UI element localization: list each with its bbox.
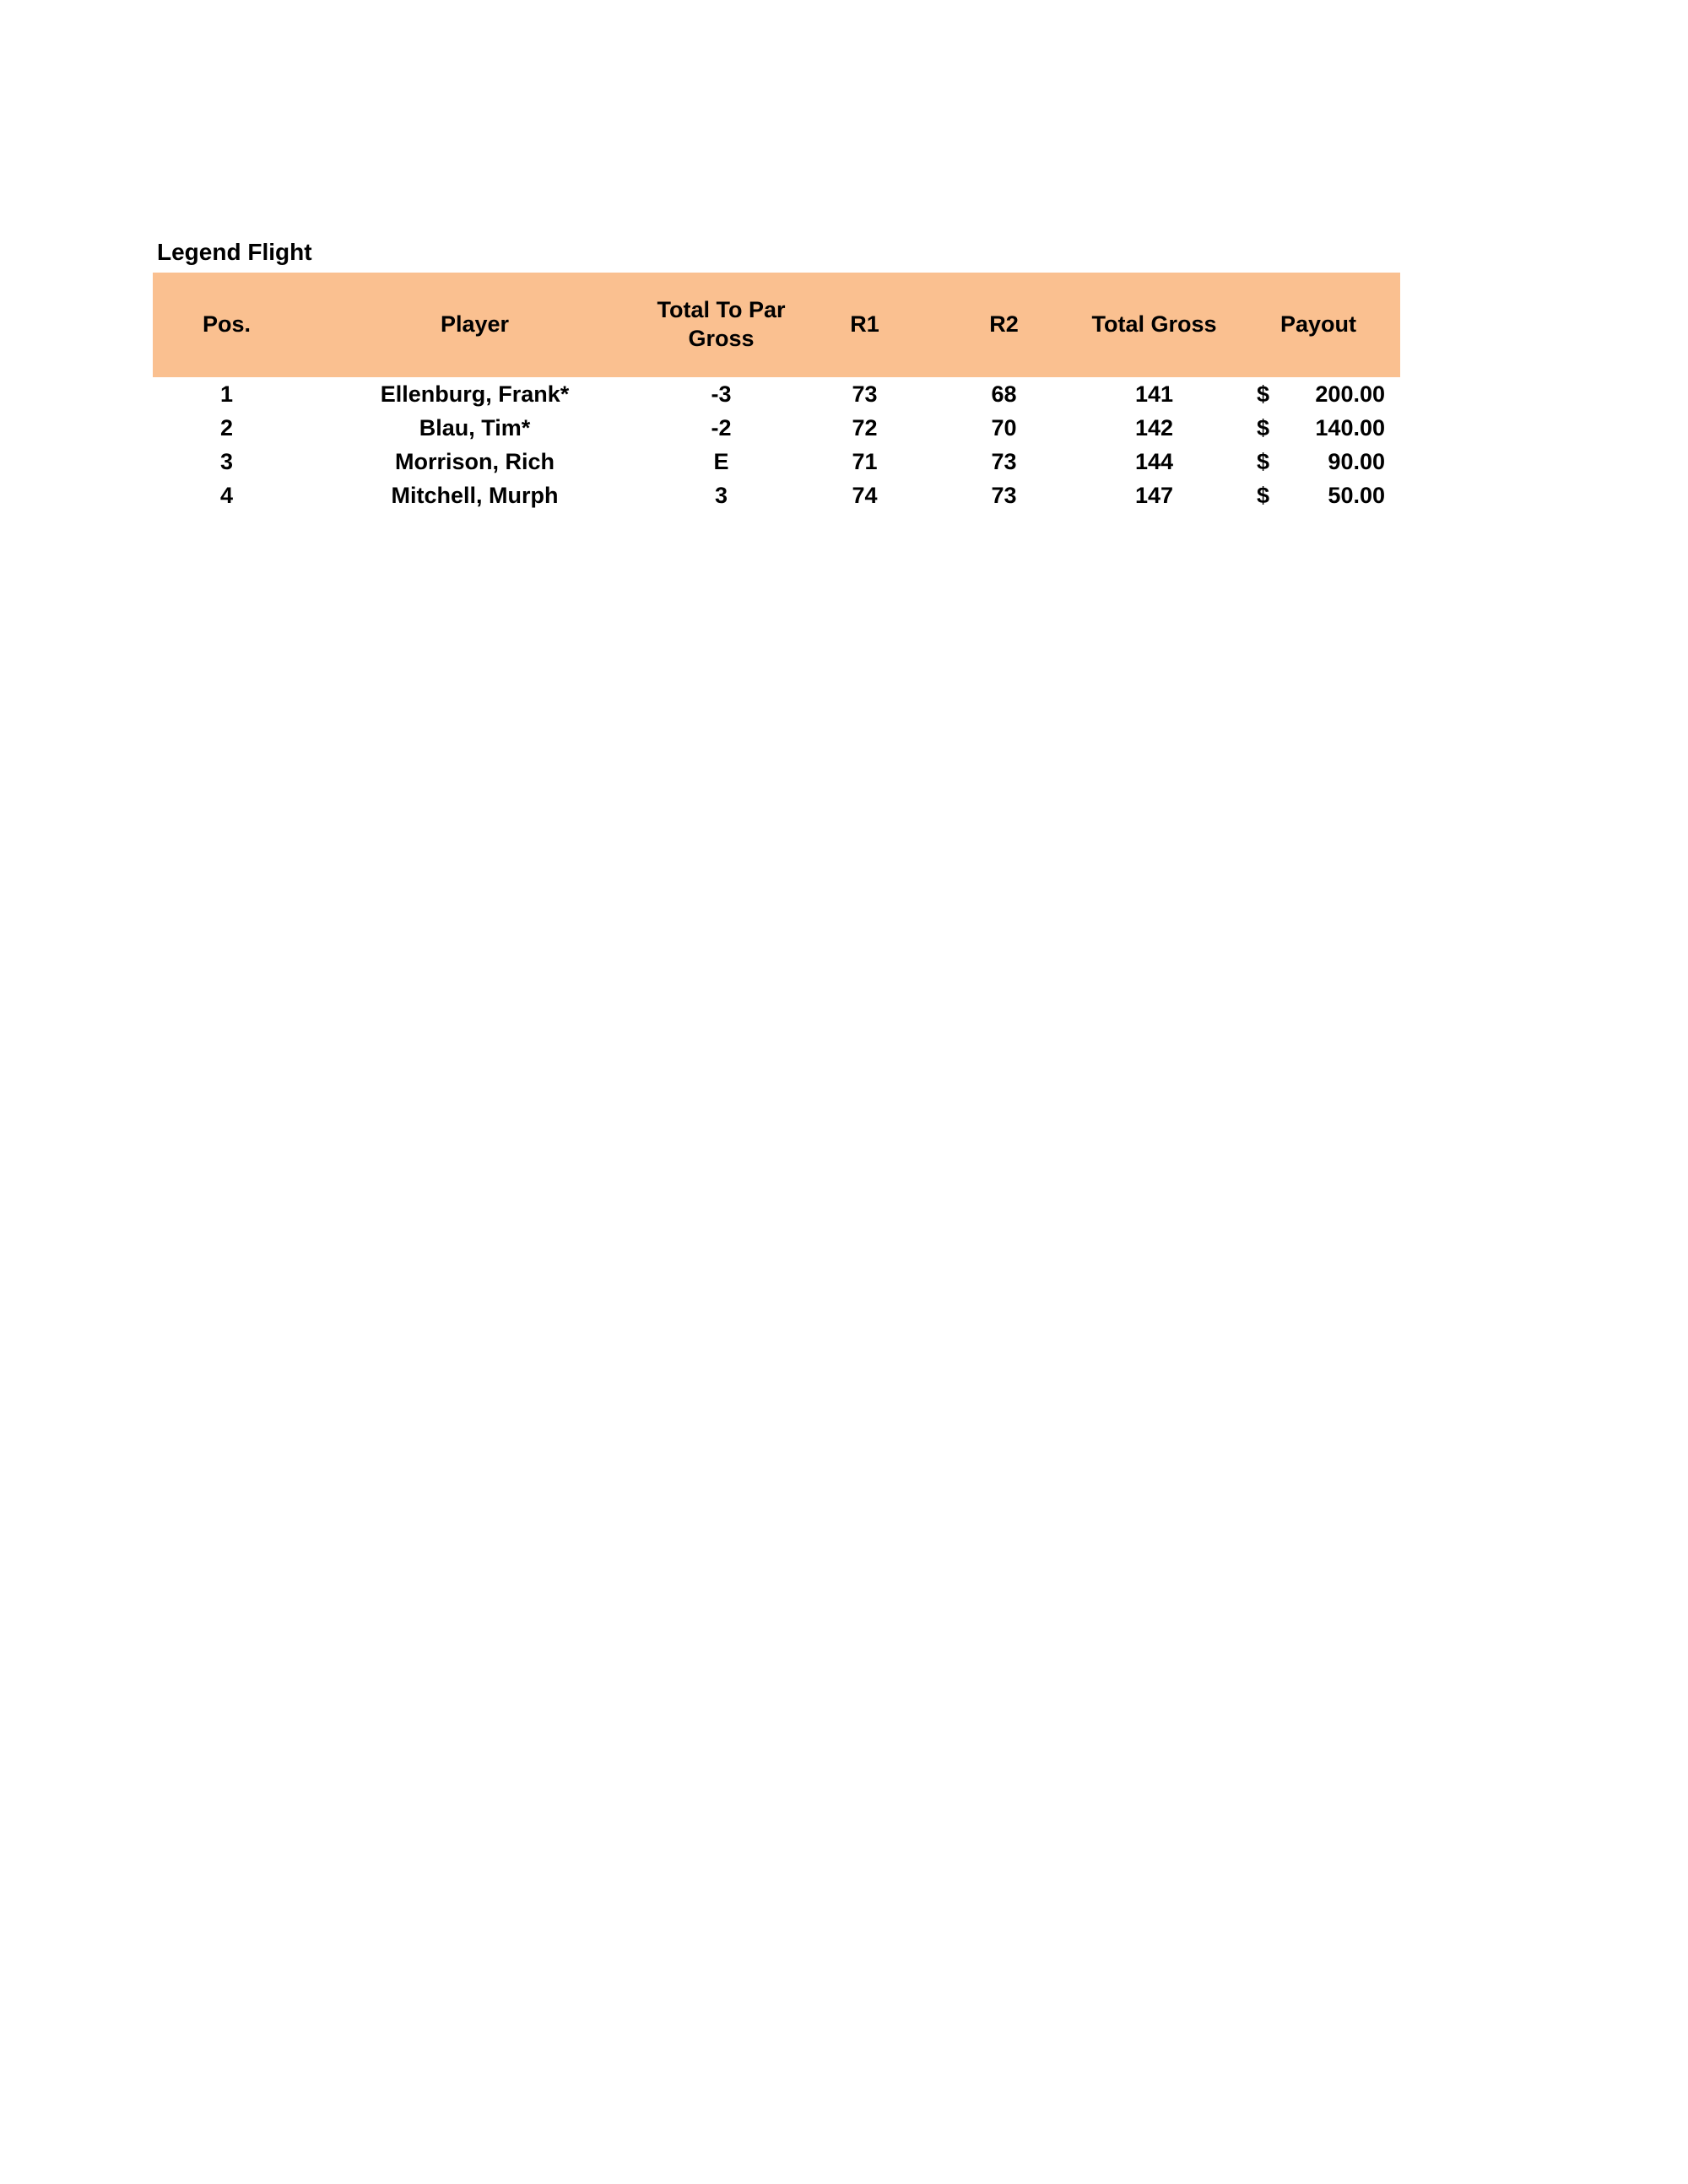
cell-player: Mitchell, Murph [391, 482, 559, 508]
cell-payout [1236, 449, 1400, 475]
cell-pos: 3 [219, 448, 234, 474]
cell-pos: 2 [219, 414, 234, 441]
table-row [153, 377, 1400, 411]
payout-amount: 50.00 [1328, 482, 1385, 508]
cell-pos: 1 [219, 381, 234, 407]
cell-payout [1236, 415, 1400, 441]
cell-total-to-par: -2 [711, 414, 732, 441]
cell-payout [1236, 483, 1400, 509]
header-r1: R1 [850, 311, 879, 338]
cell-total-to-par: 3 [714, 482, 728, 508]
currency-symbol: $ [1257, 482, 1270, 508]
cell-r1: 71 [852, 448, 878, 474]
cell-pos: 4 [219, 482, 234, 508]
header-total-to-par: Total To Par Gross [657, 297, 786, 351]
payout-amount: 140.00 [1315, 414, 1385, 441]
cell-total-to-par: E [713, 448, 729, 474]
table-row [153, 411, 1400, 445]
header-total-gross: Total Gross [1091, 311, 1217, 338]
cell-r2: 68 [991, 381, 1017, 407]
cell-total-to-par: -3 [711, 381, 732, 407]
cell-r1: 73 [852, 381, 878, 407]
cell-player: Ellenburg, Frank* [380, 381, 570, 407]
results-table [153, 273, 1400, 512]
table-row [153, 445, 1400, 478]
cell-r2: 73 [991, 448, 1017, 474]
cell-total-gross: 144 [1134, 448, 1174, 474]
payout-amount: 200.00 [1315, 381, 1385, 407]
cell-total-gross: 147 [1134, 482, 1174, 508]
header-payout: Payout [1280, 311, 1357, 338]
flight-title: Legend Flight [157, 239, 312, 265]
cell-player: Blau, Tim* [419, 414, 531, 441]
cell-total-gross: 142 [1134, 414, 1174, 441]
header-r2: R2 [989, 311, 1019, 338]
payout-amount: 90.00 [1328, 448, 1385, 474]
currency-symbol: $ [1257, 381, 1270, 407]
table-row [153, 478, 1400, 512]
currency-symbol: $ [1257, 448, 1270, 474]
cell-r2: 73 [991, 482, 1017, 508]
header-player: Player [440, 311, 510, 338]
currency-symbol: $ [1257, 414, 1270, 441]
cell-r2: 70 [991, 414, 1017, 441]
cell-player: Morrison, Rich [394, 448, 555, 474]
cell-payout [1236, 381, 1400, 408]
table-header-row [153, 273, 1400, 377]
cell-r1: 72 [852, 414, 878, 441]
cell-r1: 74 [852, 482, 878, 508]
header-pos: Pos. [202, 311, 252, 338]
cell-total-gross: 141 [1134, 381, 1174, 407]
